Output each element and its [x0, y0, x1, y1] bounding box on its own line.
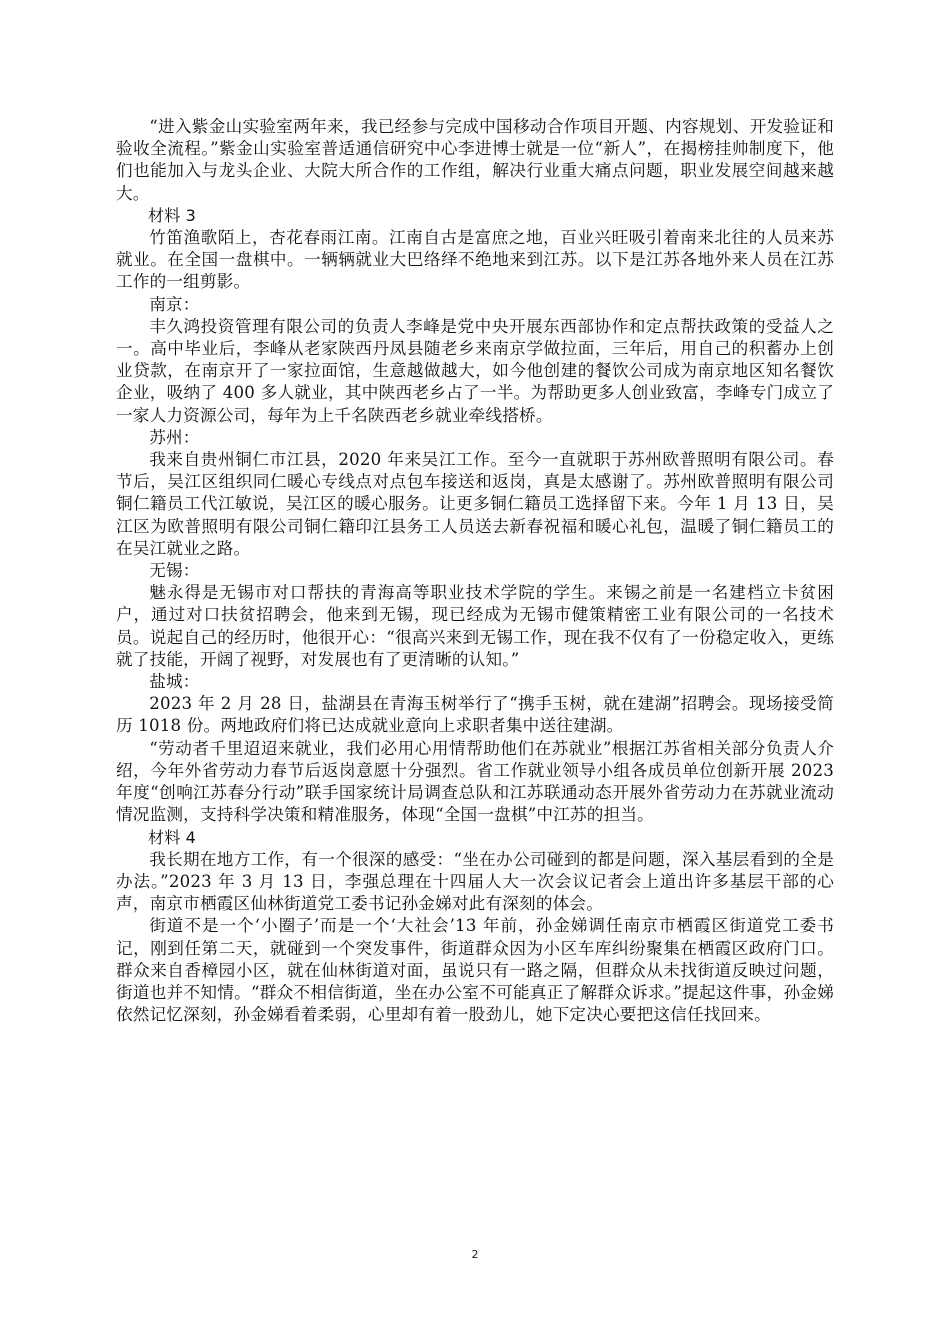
city-label-nanjing: 南京：	[149, 294, 200, 314]
paragraph-yancheng: 2023 年 2 月 28 日，盐湖县在青海玉树举行了“携手玉树，就在建湖”招聘会。现场接受简历 1018 份。两地政府们将已达成就业意向上求职者集中送往建湖。	[116, 694, 834, 736]
document-body	[116, 116, 834, 1026]
paragraph-street: 街道不是一个‘小圈子’而是一个‘大社会’13 年前，孙金娣调任南京市栖霞区街道党工委书记，刚到任第二天，就碰到一个突发事件，街道群众因为小区车库纠纷聚集在栖霞区政府门口。群众来自香樟园小区，就在仙林街道对面，虽说只有一路之隔，但群众从未找街道反映过问题，街道也并不知情。“群众不相信街道，坐在办公室不可能真正了解群众诉求。”提起这件事，孙金娣依然记忆深刻，孙金娣看着柔弱，心里却有着一股劲儿，她下定决心要把这信任找回来。	[116, 916, 834, 1025]
paragraph-grassroots: 我长期在地方工作，有一个很深的感受：“坐在办公司碰到的都是问题，深入基层看到的全是办法。”2023 年 3 月 13 日，李强总理在十四届人大一次会议记者会上道出许多基层干部的心声，南京市栖霞区仙林街道党工委书记孙金娣对此有深刻的体会。	[116, 849, 834, 914]
paragraph-suzhou: 我来自贵州铜仁市江县，2020 年来吴江工作。至今一直就职于苏州欧普照明有限公司。春节后，吴江区组织同仁暖心专线点对点包车接送和返岗，真是太感谢了。苏州欧普照明有限公司铜仁籍员工代江敏说，吴江区的暖心服务。让更多铜仁籍员工选择留下来。今年 1 月 13 日，吴江区为欧普照明有限公司铜仁籍印江县务工人员送去新春祝福和暖心礼包，温暖了铜仁籍员工的在吴江就业之路。	[116, 450, 834, 558]
paragraph-nanjing: 丰久鸿投资管理有限公司的负责人李峰是党中央开展东西部协作和定点帮扶政策的受益人之一。高中毕业后，李峰从老家陕西丹凤县随老乡来南京学做拉面，三年后，用自己的积蓄办上创业贷款，在南京开了一家拉面馆，生意越做越大，如今他创建的餐饮公司成为南京地区知名餐饮企业，吸纳了 400 多人就业，其中陕西老乡占了一半。为帮助更多人创业致富，李峰专门成立了一家人力资源公司，每年为上千名陕西老乡就业牵线搭桥。	[116, 316, 834, 425]
city-label-suzhou: 苏州：	[149, 427, 200, 447]
city-label-wuxi: 无锡：	[149, 561, 200, 581]
city-label-yancheng: 盐城：	[149, 672, 200, 692]
heading-material-4: 材料 4	[148, 827, 197, 847]
paragraph-labor-quote: “劳动者千里迢迢来就业，我们必用心用情帮助他们在苏就业”根据江苏省相关部分负责人介绍，今年外省劳动力春节后返岗意愿十分强烈。省工作就业领导小组各成员单位创新开展 2023 年度“创响江苏春分行动”联手国家统计局调查总队和江苏联通动态开展外省劳动力在苏就业流动情况监测，支持科学决策和精准服务，体现“全国一盘棋”中江苏的担当。	[116, 738, 834, 825]
paragraph-jiangnan-intro: 竹笛渔歌陌上，杏花春雨江南。江南自古是富庶之地，百业兴旺吸引着南来北往的人员来苏就业。在全国一盘棋中。一辆辆就业大巴络绎不绝地来到江苏。以下是江苏各地外来人员在江苏工作的一组剪影。	[116, 228, 834, 292]
heading-material-3: 材料 3	[148, 205, 197, 225]
paragraph-wuxi: 魅永得是无锡市对口帮扶的青海高等职业技术学院的学生。来锡之前是一名建档立卡贫困户，通过对口扶贫招聘会，他来到无锡，现已经成为无锡市健策精密工业有限公司的一名技术员。说起自己的经历时，他很开心：“很高兴来到无锡工作，现在我不仅有了一份稳定收入，更练就了技能，开阔了视野，对发展也有了更清晰的认知。”	[116, 583, 834, 669]
paragraph-zijinshan: “进入紫金山实验室两年来，我已经参与完成中国移动合作项目开题、内容规划、开发验证和验收全流程。”紫金山实验室普适通信研究中心李进博士就是一位“新人”，在揭榜挂帅制度下，他们也能加入与龙头企业、大院大所合作的工作组，解决行业重大痛点问题，职业发展空间越来越大。	[116, 117, 834, 203]
page-number: 2	[471, 1248, 479, 1261]
